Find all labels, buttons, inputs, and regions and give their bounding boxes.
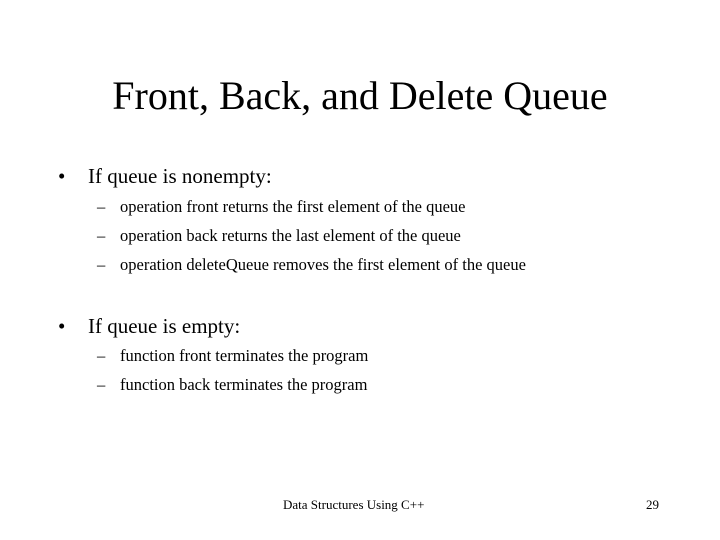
bullet-nonempty [58,163,272,189]
dash-mark: – [97,197,106,216]
sub-item-text: function front terminates the program [120,346,369,365]
sub-item [97,346,368,366]
sub-item-text: operation deleteQueue removes the first element of the queue [120,255,526,274]
sub-item [97,197,465,217]
sub-item-text: operation back returns the last element of the queue [120,226,461,245]
sub-item [97,226,461,246]
dash-mark: – [97,255,106,274]
page-number: 29 [646,497,659,512]
bullet-empty [58,313,240,339]
sub-item-text: function back terminates the program [120,375,368,394]
dash-mark: – [97,226,106,245]
bullet-mark: • [58,314,66,338]
bullet-text: If queue is empty: [88,314,241,338]
bullet-mark: • [58,164,66,188]
sub-item [97,375,367,395]
slide-title: Front, Back, and Delete Queue [112,73,608,118]
bullet-text: If queue is nonempty: [88,164,272,188]
sub-item [97,255,526,275]
dash-mark: – [97,346,106,365]
footer-source: Data Structures Using C++ [283,497,425,512]
sub-item-text: operation front returns the first element of the queue [120,197,466,216]
dash-mark: – [97,375,106,394]
